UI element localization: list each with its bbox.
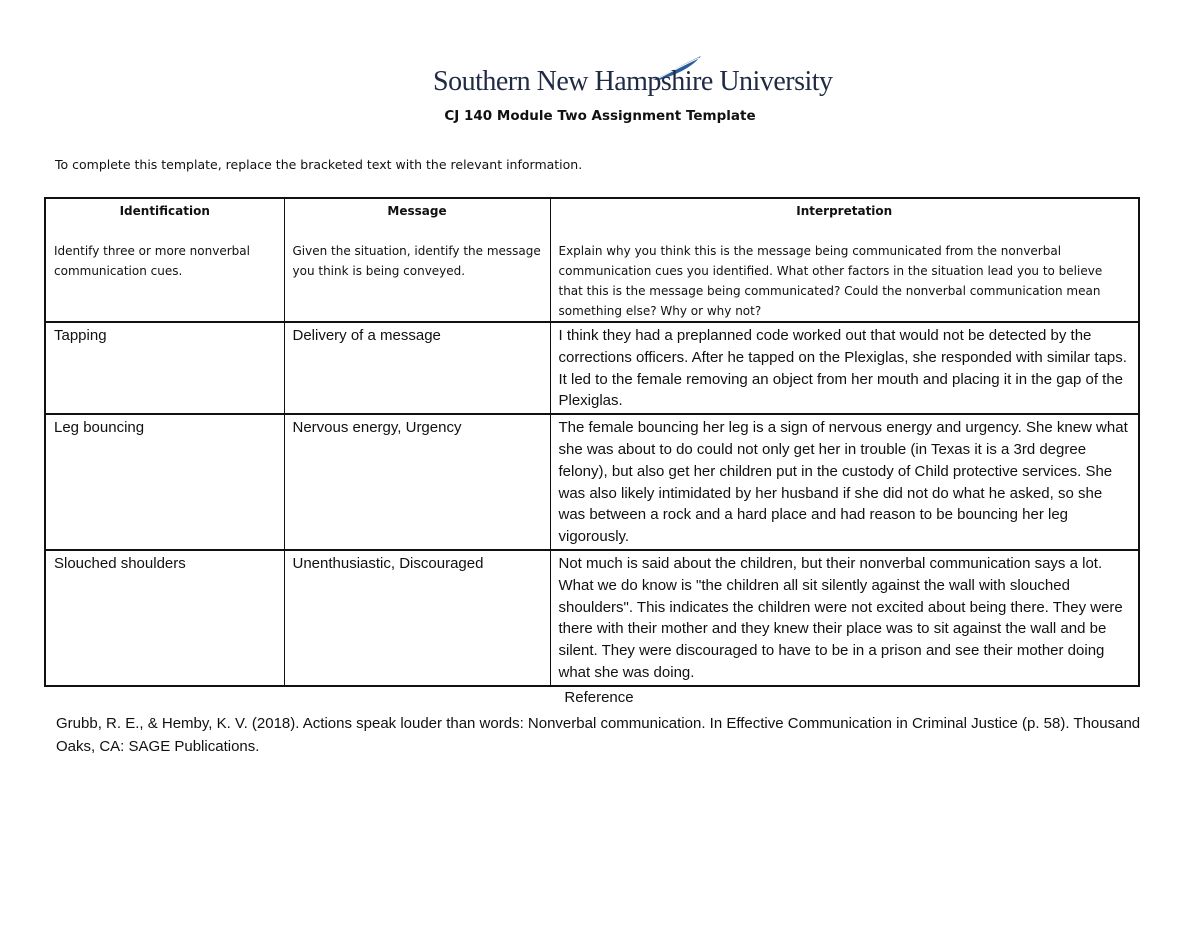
header-description: Given the situation, identify the message you think is being conveyed. [292, 244, 541, 278]
cell-message: Delivery of a message [284, 322, 550, 414]
header-description: Identify three or more nonverbal communication cues. [54, 244, 250, 278]
header-title: Message [387, 204, 447, 218]
document-title: CJ 140 Module Two Assignment Template [444, 108, 756, 124]
header-identification [45, 198, 284, 322]
university-name: Southern New Hampshire University [433, 66, 833, 97]
table-row [45, 322, 1139, 414]
header-interpretation [550, 198, 1139, 322]
cell-interpretation: Not much is said about the children, but their nonverbal communication says a lot. What we do know is "the children all sit silently against the wall with slouched shoulders". This indicates the children were not excited about being there. They were there with their mother and they knew their place was to sit against the wall and be silent. They were discouraged to have to be in a prison and see their mother doing what she was doing. [550, 550, 1139, 686]
cell-message: Nervous energy, Urgency [284, 414, 550, 550]
reference-citation: Grubb, R. E., & Hemby, K. V. (2018). Actions speak louder than words: Nonverbal communication. In Effective Communication in Criminal Justice (p. 58). Thousand Oaks, CA: SAGE Publications. [56, 715, 1141, 755]
cell-interpretation: The female bouncing her leg is a sign of nervous energy and urgency. She knew what she was about to do could not only get her in trouble (in Texas it is a 3rd degree felony), but also get her children put in the custody of Child protective services. She was also likely intimidated by her husband if she did not do what he asked, so she was between a rock and a hard place and had reason to be bouncing her leg vigorously. [550, 414, 1139, 550]
cell-message: Unenthusiastic, Discouraged [284, 550, 550, 686]
university-logo [433, 54, 833, 102]
header-title: Identification [119, 204, 210, 218]
reference-heading: Reference [564, 689, 634, 706]
table-header-row [45, 198, 1139, 322]
cell-identification: Slouched shoulders [45, 550, 284, 686]
cell-identification: Tapping [45, 322, 284, 414]
cell-identification: Leg bouncing [45, 414, 284, 550]
cell-interpretation: I think they had a preplanned code worked out that would not be detected by the corrections officers. After he tapped on the Plexiglas, she responded with similar taps. It led to the female removing an object from her mouth and placing it in the gap of the Plexiglas. [550, 322, 1139, 414]
header-title: Interpretation [796, 204, 893, 218]
instructions: To complete this template, replace the bracketed text with the relevant information. [55, 157, 583, 172]
table-row [45, 550, 1139, 686]
header-message [284, 198, 550, 322]
nonverbal-cues-table [44, 197, 1140, 687]
table-row [45, 414, 1139, 550]
header-description: Explain why you think this is the message being communicated from the nonverbal communication cues you identified. What other factors in the situation lead you to believe that this is the message being communicated? Could the nonverbal communication mean something else? Why or why not? [558, 244, 1103, 318]
